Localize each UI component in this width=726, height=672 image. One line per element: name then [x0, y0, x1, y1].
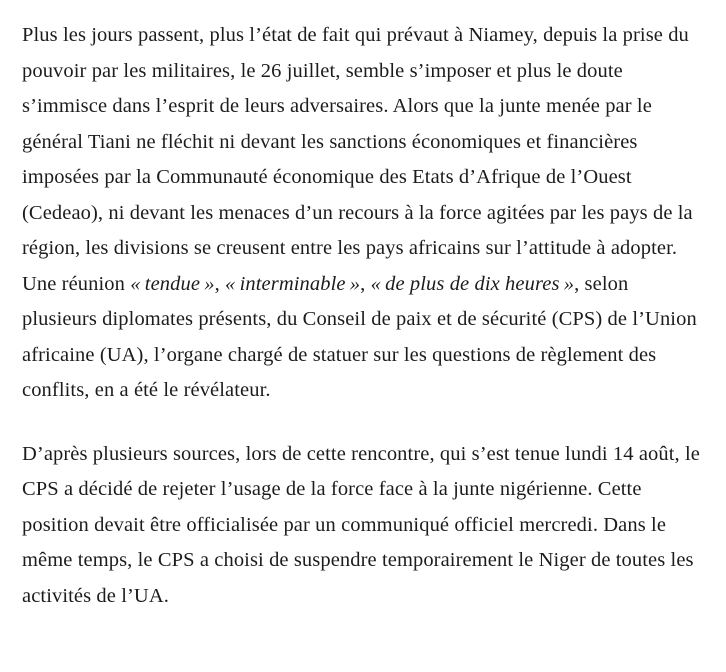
text-run: , selon plusieurs diplomates présents, du Conseil de paix et de sécurité (CPS) de l’Union africaine (UA), l’organe chargé de statuer sur les questions de règlement des conflits, en a été le révélateur. [22, 272, 697, 401]
text-run: « tendue » [130, 272, 215, 295]
text-run: , [360, 272, 371, 295]
article-paragraph-1 [22, 18, 700, 409]
text-run: « de plus de dix heures » [370, 272, 575, 295]
article-paragraph-2 [22, 437, 700, 615]
text-run: « interminable » [225, 272, 361, 295]
text-run: Plus les jours passent, plus l’état de fait qui prévaut à Niamey, depuis la prise du pouvoir par les militaires, le 26 juillet, semble s’imposer et plus le doute s’immisce dans l’esprit de leurs adversaires. Alors que la junte menée par le général Tiani ne fléchit ni devant les sanctions économiques et financières imposées par la Communauté économique des Etats d’Afrique de l’Ouest (Cedeao), ni devant les menaces d’un recours à la force agitées par les pays de la région, les divisions se creusent entre les pays africains sur l’attitude à adopter. Une réunion [22, 24, 693, 295]
text-run: D’après plusieurs sources, lors de cette rencontre, qui s’est tenue lundi 14 août, le CPS a décidé de rejeter l’usage de la force face à la junte nigérienne. Cette position devait être officialisée par un communiqué officiel mercredi. Dans le même temps, le CPS a choisi de suspendre temporairement le Niger de toutes les activités de l’UA. [22, 442, 700, 607]
text-run: , [214, 272, 226, 295]
